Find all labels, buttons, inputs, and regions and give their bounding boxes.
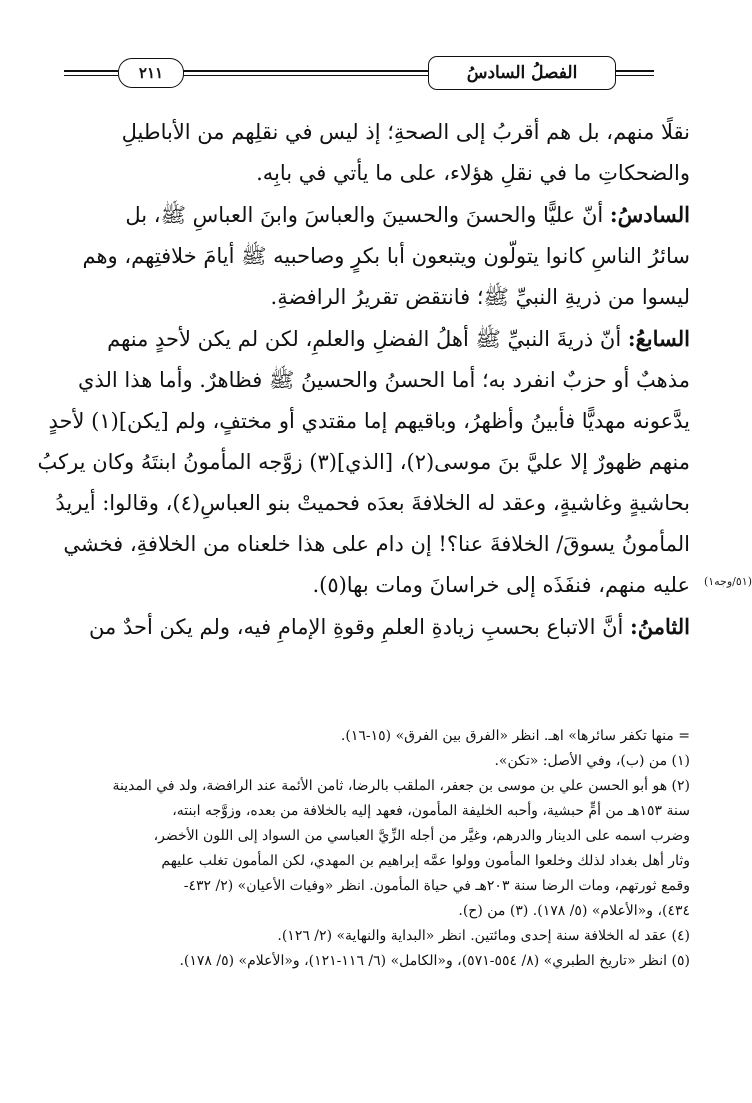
text-line: منهم ظهورٌ إلا عليَّ بنَ موسى(٢)، [الذي](٣) زوَّجه المأمونُ ابنتَهُ وكان يركبُ <box>37 450 690 474</box>
header-rule-right <box>614 70 654 72</box>
text-line: نقلًا منهم، بل هم أقربُ إلى الصحةِ؛ إذ ليس في نقلِهم من الأباطيلِ <box>121 120 690 144</box>
footnotes <box>64 724 690 974</box>
chapter-title-text: الفصلُ السادسُ <box>466 63 578 83</box>
paragraph-1 <box>64 112 690 194</box>
text-line-content: أنّ ذريةَ النبيِّ ﷺ أهلُ الفضلِ والعلمِ، لكن لم يكن لأحدٍ منهم <box>107 327 622 351</box>
text-line: والضحكاتِ ما في نقلِ هؤلاء، على ما يأتي في بابِه. <box>256 161 690 185</box>
text-line: سائرُ الناسِ كانوا يتولّون ويتبعون أبا بكرٍ وصاحبيه ﷺ أيامَ خلافتِهم، وهم <box>82 244 690 268</box>
paragraph-eighth <box>64 606 690 648</box>
footnote-line: وثار أهل بغداد لذلك وخلعوا المأمون وولوا عمَّه إبراهيم بن المهدي، لكن المأمون تغلب عليهم <box>161 853 690 869</box>
footnote-line: (٥) انظر «تاريخ الطبري» (٨/ ٥٥٤-٥٧١)، و«الكامل» (٦/ ١١٦-١٢١)، و«الأعلام» (٥/ ١٧٨). <box>179 953 690 969</box>
point-heading-eighth: الثامنُ: <box>630 614 690 639</box>
header-rule-middle <box>182 70 428 72</box>
text-line: بحاشيةٍ وغاشيةٍ، وعقد له الخلافةَ بعدَه فحميتْ بنو العباسِ(٤)، وقالوا: أيريدُ <box>55 491 690 515</box>
header-rule-right-thin <box>614 75 654 76</box>
point-heading-seventh: السابعُ: <box>627 326 690 351</box>
footnote-line: ٤٣٤)، و«الأعلام» (٥/ ١٧٨). (٣) من (ح). <box>458 903 690 919</box>
text-line: ليسوا من ذريةِ النبيِّ ﷺ؛ فانتقض تقريرُ الرافضةِ. <box>270 285 690 309</box>
text-line-content: أنّ عليًّا والحسنَ والحسينَ والعباسَ وابنَ العباسِ ﷺ، بل <box>125 203 604 227</box>
page-number <box>118 58 184 88</box>
paragraph-sixth <box>64 194 690 318</box>
header-rule-left <box>64 70 118 72</box>
text-line-content: أنَّ الاتباع بحسبِ زيادةِ العلمِ وقوةِ الإمامِ فيه، ولم يكن أحدٌ من <box>89 615 624 639</box>
text-line <box>64 606 690 648</box>
text-line: المأمونُ يسوقَ/ الخلافةَ عنا؟! إن دام على هذا خلعناه من الخلافةِ، فخشي <box>63 532 690 556</box>
text-line: مذهبٌ أو حزبٌ انفرد به؛ أما الحسنُ والحسينُ ﷺ فظاهرٌ. وأما هذا الذي <box>78 368 690 392</box>
text-line: عليه منهم، فنفَذَه إلى خراسانَ ومات بها(٥). <box>312 573 690 597</box>
text-line <box>64 194 690 236</box>
footnote-line: (١) من (ب)، وفي الأصل: «تكن». <box>494 753 690 769</box>
footnote-line: وضرب اسمه على الدينار والدرهم، وغيَّر من أجله الزِّيَّ العباسي من السواد إلى اللون الأخضر، <box>153 828 690 844</box>
footnote-line: وقمع ثورتهم، ومات الرضا سنة ٢٠٣هـ في حياة المأمون. انظر «وفيات الأعيان» (٢/ ٤٣٢- <box>183 878 690 894</box>
footnote-line: = منها تكفر سائرها» اهـ. انظر «الفرق بين الفرق» (١٥-١٦). <box>340 728 690 744</box>
text-line: يدَّعونه مهديًّا فأبينُ وأظهرُ، وباقيهم إما مقتدي أو مختفٍ، ولم [يكن](١) لأحدٍ <box>48 409 690 433</box>
text-line <box>64 318 690 360</box>
footnote-line: (٢) هو أبو الحسن علي بن موسى بن جعفر، الملقب بالرضا، ثامن الأئمة عند الرافضة، ولد في المدينة <box>112 778 690 794</box>
chapter-title <box>428 56 616 90</box>
footnote-line: (٤) عقد له الخلافة سنة إحدى ومائتين. انظر «البداية والنهاية» (٢/ ١٢٦). <box>277 928 690 944</box>
footnote-line: سنة ١٥٣هـ من أمٍّ حبشية، وأحبه الخليفة المأمون، فعهد إليه بالخلافة من بعده، وزوَّجه ابنته، <box>172 803 690 819</box>
header-rule-middle-thin <box>182 75 428 76</box>
main-text <box>37 112 690 648</box>
header-rule-left-thin <box>64 75 118 76</box>
point-heading-sixth: السادسُ: <box>609 202 690 227</box>
paragraph-seventh <box>37 318 690 606</box>
page-number-text: ٢١١ <box>138 64 164 82</box>
manuscript-folio-note: (٥١/وجه١) <box>703 575 752 588</box>
